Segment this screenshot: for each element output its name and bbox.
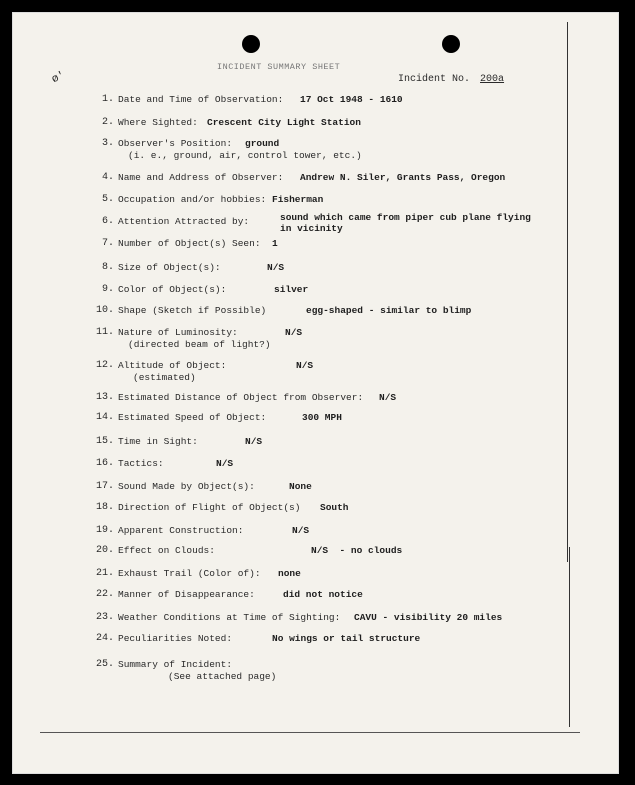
field-sublabel: (i. e., ground, air, control tower, etc.): [128, 150, 362, 161]
field-value: N/S: [216, 458, 234, 469]
form-row: [12, 94, 619, 114]
corner-mark: ø': [50, 69, 68, 87]
field-label: Attention Attracted by:: [118, 216, 250, 227]
field-label: Where Sighted:: [118, 117, 198, 128]
field-label: Tactics:: [118, 458, 164, 469]
field-value: 17 Oct 1948 - 1610: [300, 94, 403, 105]
item-number: 19.: [95, 525, 114, 536]
form-row: [12, 262, 619, 282]
field-label: Color of Object(s):: [118, 284, 227, 295]
field-value: N/S: [267, 262, 285, 273]
item-number: 18.: [95, 502, 114, 513]
field-value: 1: [272, 238, 278, 249]
incident-value: 200a: [480, 74, 505, 85]
field-label: Manner of Disappearance:: [118, 589, 255, 600]
field-label: Date and Time of Observation:: [118, 94, 284, 105]
item-number: 17.: [95, 481, 114, 492]
field-label: Effect on Clouds:: [118, 545, 215, 556]
field-value: did not notice: [283, 589, 363, 600]
form-row: [12, 238, 619, 258]
field-value: N/S: [379, 392, 397, 403]
field-value: Fisherman: [272, 194, 324, 205]
field-label: Sound Made by Object(s):: [118, 481, 255, 492]
item-number: 5.: [101, 194, 114, 205]
form-row: [12, 138, 619, 161]
item-number: 24.: [95, 633, 114, 644]
form-row: [12, 481, 619, 501]
field-value: Crescent City Light Station: [207, 117, 361, 128]
item-number: 25.: [95, 659, 114, 670]
field-value: N/S: [285, 327, 303, 338]
item-number: 4.: [101, 172, 114, 183]
field-label: Direction of Flight of Object(s): [118, 502, 301, 513]
field-label: Size of Object(s):: [118, 262, 221, 273]
incident-number: [398, 74, 504, 85]
item-number: 16.: [95, 458, 114, 469]
form-row: [12, 360, 619, 383]
field-value: Andrew N. Siler, Grants Pass, Oregon: [300, 172, 506, 183]
form-row: [12, 412, 619, 432]
field-label: Name and Address of Observer:: [118, 172, 284, 183]
punch-hole: [442, 35, 460, 53]
form-row: [12, 568, 619, 588]
field-label: Apparent Construction:: [118, 525, 244, 536]
field-value: None: [289, 481, 312, 492]
field-value: none: [278, 568, 301, 579]
form-row: [12, 284, 619, 304]
field-value: egg-shaped - similar to blimp: [306, 305, 472, 316]
form-row: [12, 392, 619, 412]
field-value: sound which came from piper cub plane flying: [280, 212, 531, 223]
form-row: [12, 212, 619, 236]
item-number: 21.: [95, 568, 114, 579]
field-value: N/S: [245, 436, 263, 447]
item-number: 10.: [95, 305, 114, 316]
item-number: 7.: [101, 238, 114, 249]
item-number: 23.: [95, 612, 114, 623]
field-value: South: [320, 502, 349, 513]
field-label: Occupation and/or hobbies:: [118, 194, 267, 205]
field-label: Estimated Speed of Object:: [118, 412, 267, 423]
field-value: No wings or tail structure: [272, 633, 421, 644]
field-sublabel: (See attached page): [168, 671, 277, 682]
field-label: Time in Sight:: [118, 436, 198, 447]
field-sublabel: (estimated): [133, 372, 196, 383]
form-row: [12, 172, 619, 192]
form-row: [12, 545, 619, 565]
form-row: [12, 612, 619, 632]
document-page: [12, 12, 619, 774]
form-row: [12, 525, 619, 545]
field-value: N/S: [292, 525, 310, 536]
item-number: 11.: [95, 327, 114, 338]
field-value: silver: [274, 284, 309, 295]
field-label: Observer's Position:: [118, 138, 233, 149]
field-value: N/S: [296, 360, 314, 371]
form-row: [12, 589, 619, 609]
item-number: 22.: [95, 589, 114, 600]
item-number: 6.: [101, 216, 114, 227]
field-label: Nature of Luminosity:: [118, 327, 238, 338]
field-label: Estimated Distance of Object from Observer:: [118, 392, 364, 403]
field-label: Shape (Sketch if Possible): [118, 305, 267, 316]
field-value: ground: [245, 138, 280, 149]
form-row: [12, 194, 619, 214]
item-number: 2.: [101, 117, 114, 128]
form-title: INCIDENT SUMMARY SHEET: [217, 62, 341, 72]
field-value: CAVU - visibility 20 miles: [354, 612, 503, 623]
item-number: 15.: [95, 436, 114, 447]
form-row: [12, 659, 619, 682]
bottom-fold-line: [40, 732, 580, 733]
form-row: [12, 327, 619, 350]
field-sublabel: (directed beam of light?): [128, 339, 271, 350]
field-value: N/S - no clouds: [311, 545, 403, 556]
field-label: Summary of Incident:: [118, 659, 233, 670]
punch-hole: [242, 35, 260, 53]
field-label: Exhaust Trail (Color of):: [118, 568, 261, 579]
item-number: 12.: [95, 360, 114, 371]
item-number: 13.: [95, 392, 114, 403]
incident-label: Incident No.: [398, 74, 471, 85]
item-number: 14.: [95, 412, 114, 423]
item-number: 1.: [101, 94, 114, 105]
form-row: [12, 436, 619, 456]
field-label: Number of Object(s) Seen:: [118, 238, 261, 249]
field-label: Peculiarities Noted:: [118, 633, 233, 644]
form-row: [12, 458, 619, 478]
item-number: 3.: [101, 138, 114, 149]
item-number: 20.: [95, 545, 114, 556]
field-value: 300 MPH: [302, 412, 342, 423]
form-row: [12, 502, 619, 522]
field-label: Weather Conditions at Time of Sighting:: [118, 612, 341, 623]
field-label: Altitude of Object:: [118, 360, 227, 371]
field-value-continued: in vicinity: [280, 223, 343, 234]
form-row: [12, 117, 619, 137]
item-number: 8.: [101, 262, 114, 273]
form-row: [12, 633, 619, 653]
form-row: [12, 305, 619, 325]
item-number: 9.: [101, 284, 114, 295]
